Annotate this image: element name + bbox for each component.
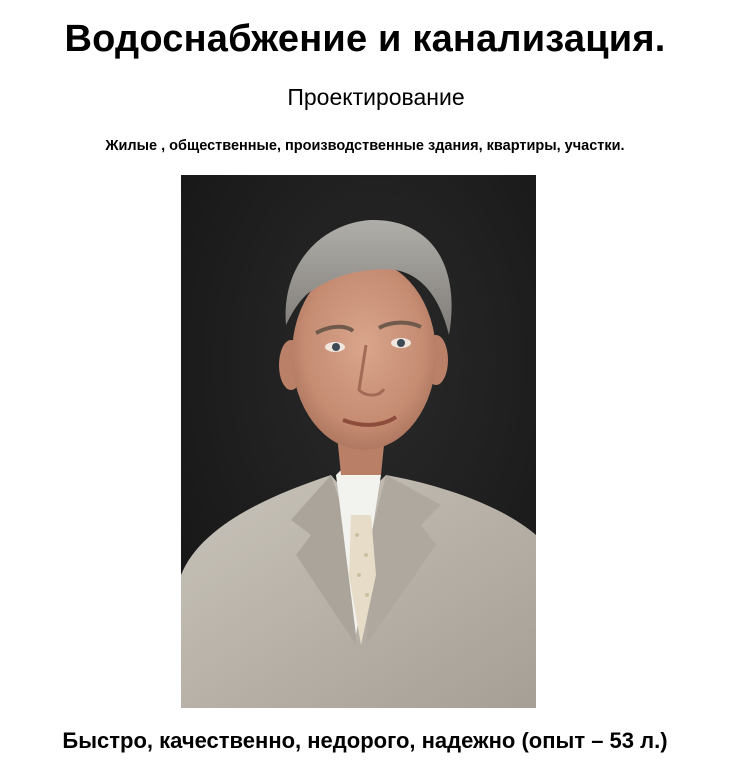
services-scope-text: Жилые , общественные, производственные здания, квартиры, участки.: [105, 138, 625, 154]
portrait-photo: [181, 175, 536, 708]
page-subtitle: Проектирование: [287, 84, 465, 110]
page-title: Водоснабжение и канализация.: [64, 18, 666, 60]
tagline: Быстро, качественно, недорого, надежно (опыт – 53 л.): [62, 728, 668, 753]
person-portrait-icon: [181, 175, 536, 708]
